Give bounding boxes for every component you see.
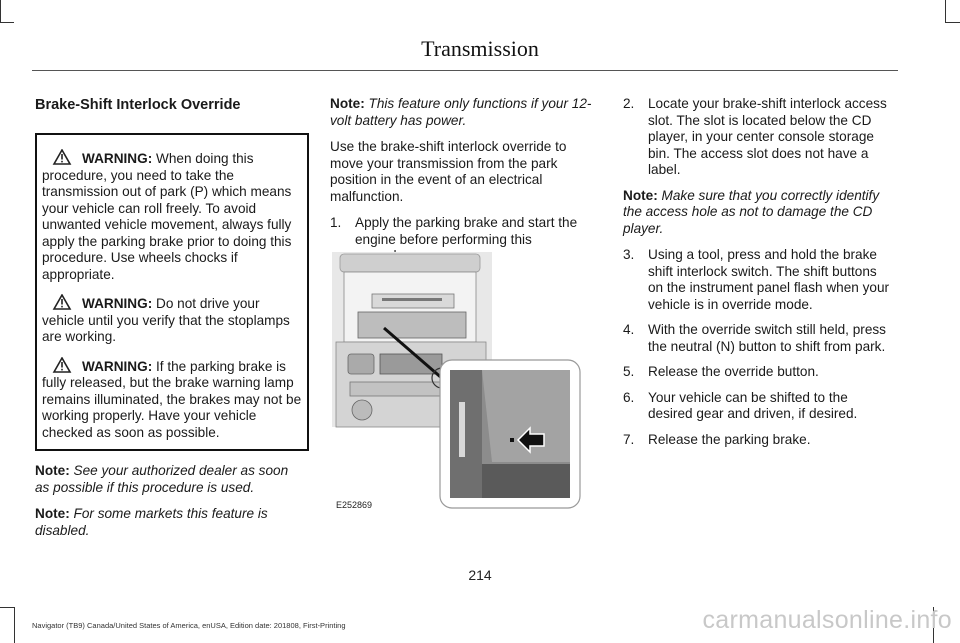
step-item bbox=[623, 322, 895, 355]
warning-label: WARNING: bbox=[82, 358, 153, 374]
header-divider bbox=[32, 70, 898, 71]
step-number: 2. bbox=[623, 96, 635, 111]
column-middle bbox=[330, 96, 600, 274]
intro-paragraph: Use the brake-shift interlock override to move your transmission from the park position in the event of an electrical malfunction. bbox=[330, 139, 567, 204]
step-number: 6. bbox=[623, 389, 635, 405]
crop-mark bbox=[945, 0, 946, 22]
note-label: Note: bbox=[623, 187, 658, 203]
note-text: Make sure that you correctly identify the access hole as not to damage the CD player. bbox=[623, 187, 880, 236]
page-number: 214 bbox=[468, 567, 492, 583]
step-text: Using a tool, press and hold the brake shift interlock switch. The shift buttons on the instrument panel flash when your vehicle is in override mode. bbox=[648, 247, 890, 312]
step-number: 3. bbox=[623, 247, 635, 262]
step-item bbox=[623, 96, 895, 179]
note bbox=[35, 506, 305, 539]
crop-mark bbox=[0, 0, 1, 22]
column-left bbox=[35, 96, 305, 549]
step-number: 4. bbox=[623, 322, 635, 337]
step-text: Your vehicle can be shifted to the desired gear and driven, if desired. bbox=[648, 389, 858, 421]
warning-triangle-icon bbox=[52, 149, 82, 165]
step-number: 7. bbox=[623, 431, 635, 447]
section-title: Brake-Shift Interlock Override bbox=[35, 97, 241, 113]
warning-item bbox=[42, 294, 304, 346]
column-right bbox=[623, 96, 895, 457]
figure-code: E252869 bbox=[336, 500, 373, 510]
page-header-title: Transmission bbox=[421, 36, 539, 61]
step-number: 1. bbox=[330, 215, 342, 230]
warning-triangle-icon bbox=[52, 357, 82, 373]
note-label: Note: bbox=[330, 96, 365, 111]
warning-label: WARNING: bbox=[82, 296, 153, 311]
warning-item bbox=[42, 357, 304, 442]
step-text: With the override switch still held, press the neutral (N) button to shift from park. bbox=[648, 322, 886, 354]
note-text: This feature only functions if your 12-volt battery has power. bbox=[330, 96, 592, 128]
footer-edition-info: Navigator (TB9) Canada/United States of America, enUSA, Edition date: 201808, First-Printing bbox=[32, 621, 346, 630]
watermark: carmanualsonline.info bbox=[702, 606, 952, 634]
warning-item bbox=[42, 149, 304, 283]
warning-text: When doing this procedure, you need to take the transmission out of park (P) which means your vehicle can roll freely. To avoid unwanted vehicle movement, always fully apply the parking brake prior to doing this procedure. Use wheels chocks if appropriate. bbox=[42, 151, 292, 282]
note-text: For some markets this feature is disabled. bbox=[35, 506, 268, 538]
console-illustration bbox=[332, 252, 582, 510]
step-item bbox=[623, 364, 895, 381]
note bbox=[330, 96, 600, 129]
step-text: Apply the parking brake and start the engine before performing this bbox=[355, 215, 578, 247]
crop-mark bbox=[0, 22, 14, 23]
crop-mark bbox=[14, 607, 15, 643]
warning-label: WARNING: bbox=[82, 151, 153, 166]
step-item bbox=[623, 432, 895, 449]
crop-mark bbox=[0, 607, 14, 608]
note-label: Note: bbox=[35, 463, 70, 478]
warning-text: If the parking brake is fully released, but the brake warning lamp remains illuminated, the brakes may not be working properly. Have your vehicle checked as soon as possible. bbox=[42, 358, 302, 440]
step-text: Locate your brake-shift interlock access slot. The slot is located below the CD player, in your center console storage bin. The access slot does not have a label. bbox=[648, 96, 887, 177]
step-text: Release the parking brake. bbox=[648, 431, 811, 447]
step-item bbox=[623, 247, 895, 313]
crop-mark bbox=[945, 22, 960, 23]
step-number: 5. bbox=[623, 364, 635, 379]
note-label: Note: bbox=[35, 506, 70, 521]
step-item bbox=[623, 390, 895, 423]
warning-text: Do not drive your vehicle until you verify that the stoplamps are working. bbox=[42, 296, 290, 344]
note-text: See your authorized dealer as soon as possible if this procedure is used. bbox=[35, 463, 289, 495]
step-text: Release the override button. bbox=[648, 364, 819, 379]
note bbox=[623, 188, 895, 238]
warning-box bbox=[35, 133, 309, 451]
note bbox=[35, 463, 305, 496]
warning-triangle-icon bbox=[52, 294, 82, 310]
